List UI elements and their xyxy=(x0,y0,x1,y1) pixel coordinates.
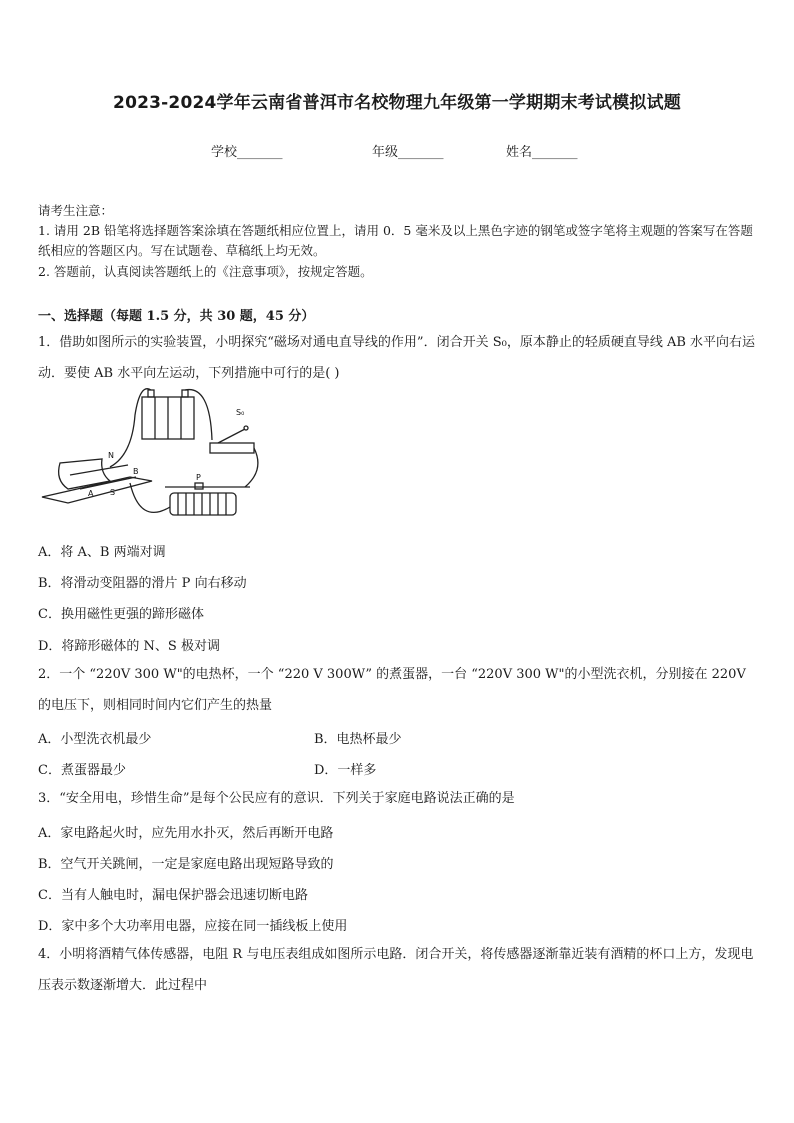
notice-item-2: 2. 答题前，认真阅读答题纸上的《注意事项》，按规定答题。 xyxy=(38,264,373,279)
name-field: 姓名_______ xyxy=(506,145,578,160)
label-s0: S₀ xyxy=(236,408,245,417)
section-heading: 一、选择题（每题 1.5 分，共 30 题，45 分） xyxy=(38,309,315,324)
label-n: N xyxy=(108,451,114,460)
notice-item-1: 1. 请用 2B 铅笔将选择题答案涂填在答题纸相应位置上，请用 0．5 毫米及以上黑色字迹的钢笔或签字笔将主观题的答案写在答题纸相应的答题区内。写在试题卷、草稿纸上均无效。 xyxy=(38,223,753,258)
q1-option-b: B．将滑动变阻器的滑片 P 向右移动 xyxy=(38,576,247,591)
q2-option-c: C．煮蛋器最少 xyxy=(38,763,126,778)
switch-s0 xyxy=(210,443,254,453)
label-s: S xyxy=(110,488,116,497)
q2-option-b: B．电热杯最少 xyxy=(314,732,402,747)
notice-header: 请考生注意： xyxy=(38,203,114,218)
q1-option-d: D．将蹄形磁体的 N、S 极对调 xyxy=(38,639,220,654)
q2-option-d: D．一样多 xyxy=(314,763,377,778)
label-a: A xyxy=(88,489,94,498)
label-p: P xyxy=(196,473,201,482)
q3-option-a: A．家电路起火时，应先用水扑灭，然后再断开电路 xyxy=(38,826,334,841)
question-1-stem: 1．借助如图所示的实验装置，小明探究“磁场对通电直导线的作用”．闭合开关 S₀，原本静止的轻质硬直导线 AB 水平向右运动．要使 AB 水平向左运动，下列措施中可行的是( ) xyxy=(38,335,756,381)
q2-option-a: A．小型洗衣机最少 xyxy=(38,732,152,747)
q3-option-b: B．空气开关跳闸，一定是家庭电路出现短路导致的 xyxy=(38,857,334,872)
question-2-stem: 2．一个 “220V 300 W"的电热杯，一个 “220 V 300W” 的煮蛋器，一台 “220V 300 W"的小型洗衣机，分别接在 220V 的电压下，则相同时间内它们产生的热量 xyxy=(38,667,746,713)
q1-option-c: C．换用磁性更强的蹄形磁体 xyxy=(38,607,204,622)
label-b: B xyxy=(133,467,139,476)
q3-option-d: D．家中多个大功率用电器，应接在同一插线板上使用 xyxy=(38,919,348,934)
grade-field: 年级_______ xyxy=(372,145,444,160)
page-title: 2023-2024学年云南省普洱市名校物理九年级第一学期期末考试模拟试题 xyxy=(113,93,681,113)
question-3-stem: 3．“安全用电，珍惜生命”是每个公民应有的意识．下列关于家庭电路说法正确的是 xyxy=(38,791,515,806)
q1-option-a: A．将 A、B 两端对调 xyxy=(38,545,166,560)
q3-option-c: C．当有人触电时，漏电保护器会迅速切断电路 xyxy=(38,888,308,903)
question-4-stem: 4．小明将酒精气体传感器，电阻 R 与电压表组成如图所示电路．闭合开关，将传感器逐渐靠近装有酒精的杯口上方，发现电压表示数逐渐增大．此过程中 xyxy=(38,947,754,993)
school-field: 学校_______ xyxy=(211,145,283,160)
magnet-circuit-figure xyxy=(40,385,265,533)
